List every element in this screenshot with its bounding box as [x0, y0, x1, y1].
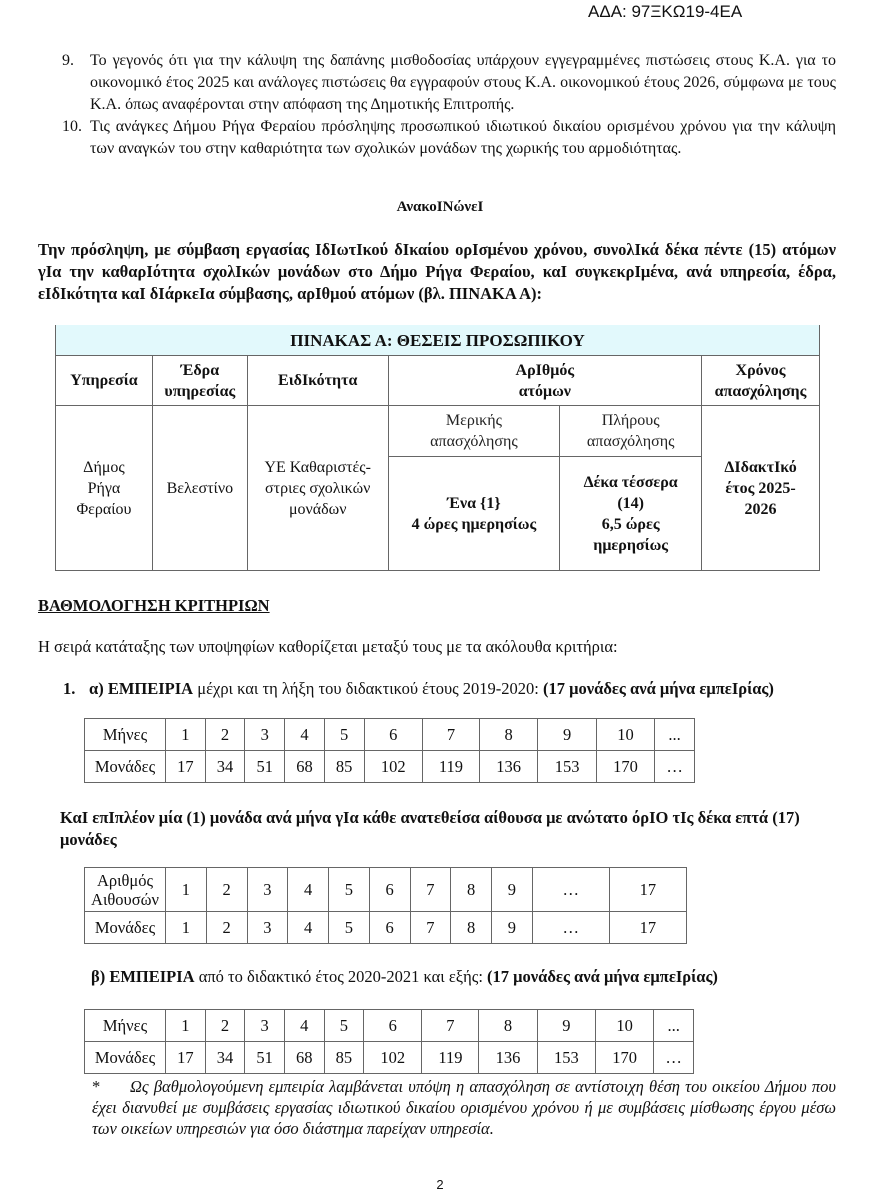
- table-cell: 8: [451, 912, 492, 944]
- table-cell: 3: [245, 719, 285, 751]
- table-cell: 10: [595, 1010, 653, 1042]
- table-cell: 17: [166, 1042, 206, 1074]
- criterion-label: β) ΕΜΠΕΙΡΙΑ: [91, 967, 195, 986]
- table-cell: 9: [538, 719, 596, 751]
- criterion-note: (17 μονάδες ανά μήνα εμπεΙρίας): [543, 679, 774, 698]
- row-label: Μήνες: [85, 719, 166, 751]
- table-cell: 6: [364, 719, 422, 751]
- table-cell: 2: [206, 912, 247, 944]
- criterion-1b: [91, 967, 718, 987]
- criterion-note: (17 μονάδες ανά μήνα εμπεΙρίας): [487, 967, 718, 986]
- list-number: 10.: [62, 118, 82, 135]
- table-cell: 3: [247, 868, 288, 912]
- footnote-marker: *: [92, 1077, 101, 1096]
- list-text: Τις ανάγκες Δήμου Ρήγα Φεραίου πρόσληψης προσωπικού ιδιωτικού δικαίου ορισμένου χρόνου για την κάλυψη των αναγκών του στην καθαριότητα των σχολικών μονάδων της χωρικής του αρμοδιότητας.: [90, 118, 836, 157]
- table-cell: 10: [596, 719, 654, 751]
- row-label: Μονάδες: [85, 1042, 166, 1074]
- table-cell: 1: [166, 1010, 206, 1042]
- table-cell: 85: [324, 751, 364, 783]
- table-cell: 2: [205, 1010, 245, 1042]
- table-row: [85, 1042, 694, 1074]
- footnote: [92, 1076, 836, 1139]
- table-cell: 2: [206, 868, 247, 912]
- table-cell: 5: [324, 1010, 364, 1042]
- experience-table-b: [84, 1009, 694, 1074]
- criterion-1a: [63, 678, 823, 700]
- table-cell: 6: [364, 1010, 422, 1042]
- table-cell: ...: [654, 1010, 694, 1042]
- cell-service: Δήμος Ρήγα Φεραίου: [56, 406, 153, 571]
- ada-code: ΑΔΑ: 97ΞΚΩ19-4ΕΑ: [588, 2, 743, 21]
- table-cell: 68: [285, 751, 325, 783]
- cell-specialty: ΥΕ Καθαριστές- στριες σχολικών μονάδων: [247, 406, 388, 571]
- table-cell: 17: [609, 912, 686, 944]
- table-row: [85, 719, 695, 751]
- table-cell: 3: [245, 1010, 285, 1042]
- table-cell: 17: [166, 751, 206, 783]
- footnote-text: Ως βαθμολογούμενη εμπειρία λαμβάνεται υπόψη η απασχόληση σε αντίστοιχη θέση του οικείου Δήμου που έχει διανυθεί με συμβάσεις εργασίας ιδιωτικού δικαίου ορισμένου χρόνου ή με συμβάσεις μίσθωσης έργου μέσω των οικείων υπηρεσιών για όσο διάστημα παρείχαν υπηρεσία.: [92, 1077, 836, 1138]
- table-cell: 1: [166, 868, 207, 912]
- table-cell: 7: [410, 868, 451, 912]
- subheader-full: Πλήρους απασχόλησης: [560, 406, 702, 457]
- table-cell: 153: [538, 751, 596, 783]
- table-cell: 136: [479, 751, 537, 783]
- table-cell: 1: [166, 719, 206, 751]
- table-cell: …: [532, 912, 609, 944]
- table-cell: 6: [369, 868, 410, 912]
- cell-duration: ΔΙδακτΙκό έτος 2025- 2026: [702, 406, 820, 571]
- table-cell: 102: [364, 1042, 422, 1074]
- table-cell: 153: [537, 1042, 595, 1074]
- criteria-intro: Η σειρά κατάταξης των υποψηφίων καθορίζεται μεταξύ τους με τα ακόλουθα κριτήρια:: [38, 637, 618, 656]
- positions-table: [55, 325, 820, 571]
- intro-paragraph: Την πρόσληψη, με σύμβαση εργασίας ΙδΙωτΙκού δΙκαίου ορΙσμένου χρόνου, συνολΙκά δέκα πέντε (15) ατόμων γΙα την καθαρΙότητα σχολΙκών μονάδων στο Δήμο Ρήγα Φεραίου, καΙ συγκεκρΙμένα, ανά υπηρεσία, έδρα, εΙδΙκότητα καΙ δΙάρκεΙα σύμβασης, αρΙθμού ατόμων (βλ. ΠΙΝΑΚΑ Α):: [38, 240, 836, 303]
- numbered-list: [62, 50, 836, 160]
- table-cell: ...: [655, 719, 695, 751]
- criterion-label: α) ΕΜΠΕΙΡΙΑ: [89, 679, 194, 698]
- cell-partial: Ένα {1} 4 ώρες ημερησίως: [388, 457, 560, 571]
- table-cell: 85: [324, 1042, 364, 1074]
- table-header-row: [56, 356, 820, 406]
- table-cell: 4: [284, 1010, 324, 1042]
- list-number: 9.: [62, 52, 74, 69]
- table-cell: 7: [422, 719, 479, 751]
- table-cell: 8: [479, 719, 537, 751]
- header-specialty: ΕιδΙκότητα: [247, 356, 388, 406]
- table-cell: 170: [595, 1042, 653, 1074]
- table-cell: 102: [364, 751, 422, 783]
- table-cell: 8: [479, 1010, 537, 1042]
- table-cell: 2: [205, 719, 245, 751]
- table-cell: …: [655, 751, 695, 783]
- extra-points-text: ΚαΙ επΙπλέον μία (1) μονάδα ανά μήνα γΙα κάθε ανατεθείσα αίθουσα με ανώτατο όρΙΟ τΙς δέκα επτά (17) μονάδες: [60, 808, 800, 849]
- header-seat: Έδρα υπηρεσίας: [152, 356, 247, 406]
- table-cell: 6: [369, 912, 410, 944]
- table-cell: 1: [166, 912, 207, 944]
- cell-full: Δέκα τέσσερα (14) 6,5 ώρες ημερησίως: [560, 457, 702, 571]
- row-label: Μονάδες: [85, 751, 166, 783]
- table-cell: 34: [205, 751, 245, 783]
- table-row: [85, 868, 687, 912]
- header-service: Υπηρεσία: [56, 356, 153, 406]
- list-item-9: [62, 50, 836, 116]
- table-cell: 9: [492, 868, 533, 912]
- table-cell: 4: [288, 868, 329, 912]
- table-cell: 17: [609, 868, 686, 912]
- table-cell: …: [654, 1042, 694, 1074]
- list-text: Το γεγονός ότι για την κάλυψη της δαπάνης μισθοδοσίας υπάρχουν εγγεγραμμένες πιστώσεις στους Κ.Α. για το οικονομικό έτος 2025 και ανάλογες πιστώσεις θα εγγραφούν στους Κ.Α. οικονομικού έτους 2026, σύμφωνα με τους Κ.Α. όπως αναφέρονται στην απόφαση της Δημοτικής Επιτροπής.: [90, 52, 836, 113]
- table-cell: 4: [288, 912, 329, 944]
- rooms-table: [84, 867, 687, 944]
- table-row: [85, 912, 687, 944]
- table-cell: 119: [422, 751, 479, 783]
- row-label: Αριθμός Αιθουσών: [85, 868, 166, 912]
- table-cell: 8: [451, 868, 492, 912]
- list-item-10: [62, 116, 836, 160]
- table-cell: 68: [284, 1042, 324, 1074]
- criterion-text: μέχρι και τη λήξη του διδακτικού έτους 2019-2020:: [193, 679, 544, 698]
- table-cell: 7: [422, 1010, 479, 1042]
- table-title: ΠΙΝΑΚΑΣ Α: ΘΕΣΕΙΣ ΠΡΟΣΩΠΙΚΟΥ: [56, 325, 820, 356]
- table-cell: 4: [285, 719, 325, 751]
- table-cell: 7: [410, 912, 451, 944]
- table-row: [85, 1010, 694, 1042]
- header-count: ΑρΙθμός ατόμων: [388, 356, 701, 406]
- table-cell: 5: [324, 719, 364, 751]
- table-cell: 5: [329, 868, 370, 912]
- table-cell: 3: [247, 912, 288, 944]
- table-cell: 34: [205, 1042, 245, 1074]
- table-cell: 51: [245, 1042, 285, 1074]
- row-label: Μονάδες: [85, 912, 166, 944]
- table-row: [85, 751, 695, 783]
- table-cell: 119: [422, 1042, 479, 1074]
- table-cell: 51: [245, 751, 285, 783]
- criterion-number: 1.: [63, 679, 76, 698]
- table-cell: …: [532, 868, 609, 912]
- section-title: ΒΑΘΜΟΛΟΓΗΣΗ ΚΡΙΤΗΡΙΩΝ: [38, 596, 270, 615]
- table-cell: 136: [479, 1042, 537, 1074]
- table-cell: 9: [537, 1010, 595, 1042]
- table-cell: 5: [329, 912, 370, 944]
- header-duration: Χρόνος απασχόλησης: [702, 356, 820, 406]
- subheader-partial: Μερικής απασχόλησης: [388, 406, 560, 457]
- table-cell: 9: [492, 912, 533, 944]
- row-label: Μήνες: [85, 1010, 166, 1042]
- table-cell: 170: [596, 751, 654, 783]
- announce-heading: ΑνακοΙΝώνεΙ: [396, 199, 484, 215]
- page-number: 2: [436, 1177, 444, 1192]
- cell-seat: Βελεστίνο: [152, 406, 247, 571]
- experience-table-a: [84, 718, 695, 783]
- criterion-text: από το διδακτικό έτος 2020-2021 και εξής:: [194, 967, 488, 986]
